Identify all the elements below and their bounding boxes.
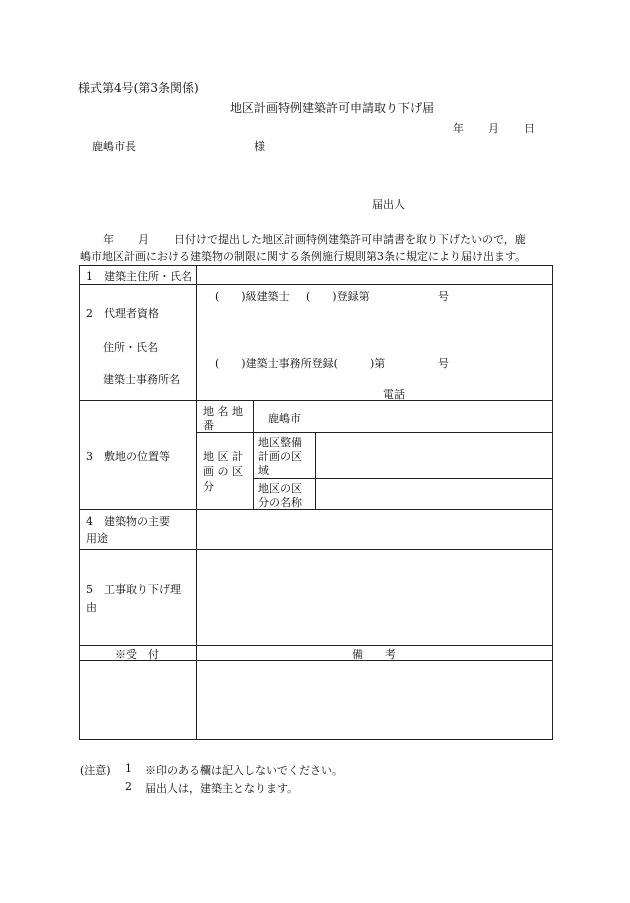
office-registration-suffix: 号 (438, 357, 449, 370)
addressee-honorific: 様 (254, 140, 265, 153)
row1-label: 1 建築主住所・氏名 (86, 270, 192, 283)
header-date-month: 月 (488, 122, 499, 135)
note1-text: ※印のある欄は記入しないでください。 (145, 764, 343, 777)
kubun-label-line1: 地 区 計 (203, 450, 243, 463)
seibi-label-line1: 地区整備 (258, 436, 302, 449)
seibi-label-line2: 計画の区 (258, 450, 302, 463)
kubun-label-line3: 分 (203, 480, 214, 493)
phone-label: 電話 (383, 388, 405, 401)
office-registration-number-field[interactable]: )第 (370, 357, 386, 370)
body-date-year: 年 (103, 233, 114, 246)
building-use-field[interactable] (203, 514, 548, 546)
submitter-label: 届出人 (372, 198, 405, 211)
note2-number: 2 (125, 780, 132, 793)
seibi-label-line3: 域 (258, 464, 269, 477)
body-paragraph-line2: 嶋市地区計画における建築物の制限に関する条例施行規則第3条に規定により届け出ます。 (80, 250, 527, 263)
kubun-name-field[interactable] (320, 482, 548, 506)
body-date-month: 月 (138, 233, 149, 246)
remarks-field (203, 664, 548, 736)
row3-label: 3 敷地の位置等 (86, 450, 170, 463)
chiban-label-line2: 番 (203, 419, 214, 432)
body-paragraph-line1: 日付けで提出した地区計画特例建築許可申請書を取り下げたいので，鹿 (174, 233, 526, 246)
seibi-area-field[interactable] (320, 437, 548, 475)
reception-header: ※受 付 (115, 648, 159, 661)
withdrawal-reason-field[interactable] (203, 554, 548, 642)
addressee: 鹿嶋市長 (92, 140, 136, 153)
site-city-field[interactable]: 鹿嶋市 (268, 412, 301, 425)
registration-number-suffix: 号 (438, 290, 449, 303)
row2-label: 2 代理者資格 (86, 307, 159, 320)
architect-class-field[interactable]: ( )級建築士 (215, 290, 290, 303)
kubun-label-line2: 画 の 区 (203, 465, 243, 478)
registration-number-field[interactable]: ( )登録第 (306, 290, 370, 303)
header-date-day: 日 (524, 122, 535, 135)
document-title: 地区計画特例建築許可申請取り下げ届 (230, 101, 435, 115)
reception-field (84, 664, 192, 736)
note2-text: 届出人は，建築主となります。 (145, 782, 299, 795)
row5-label-line2: 由 (86, 601, 97, 614)
row2-sub-office: 建築士事務所名 (103, 373, 180, 386)
note1-number: 1 (125, 762, 132, 775)
row4-label-line1: 4 建築物の主要 (86, 515, 170, 528)
row2-sub-address: 住所・氏名 (103, 341, 158, 354)
office-registration-field[interactable]: ( )建築士事務所登録( (215, 357, 338, 370)
row5-label-line1: 5 工事取り下げ理 (86, 583, 181, 596)
notes-prefix: (注意) (80, 764, 111, 777)
form-number: 様式第4号(第3条関係) (78, 81, 199, 95)
remarks-header: 備 考 (352, 648, 396, 661)
kubun-name-label-line2: 分の名称 (258, 496, 302, 509)
kubun-name-label-line1: 地区の区 (258, 482, 302, 495)
header-date-year: 年 (453, 122, 464, 135)
applicant-address-name-field[interactable] (203, 268, 548, 282)
row4-label-line2: 用途 (86, 532, 108, 545)
chiban-label-line1: 地 名 地 (203, 405, 243, 418)
